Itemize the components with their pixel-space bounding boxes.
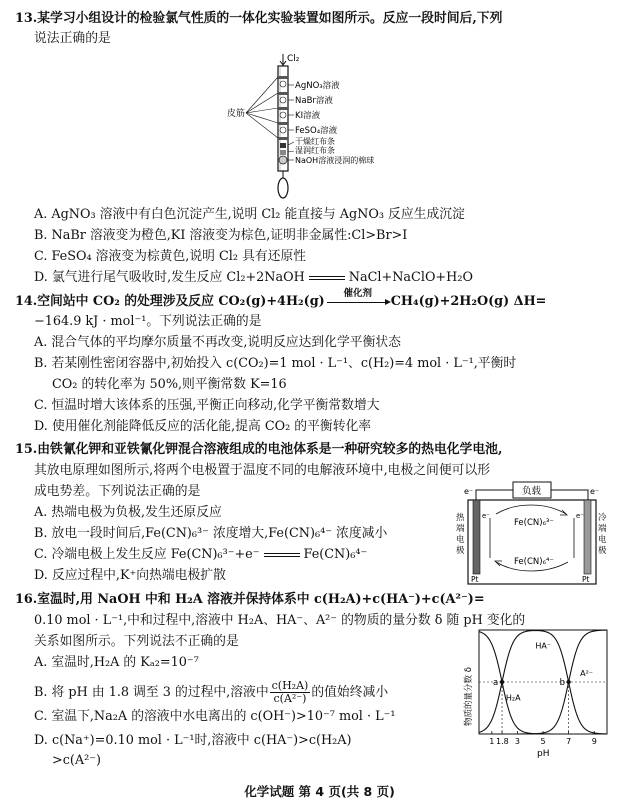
ferricyanide-label: Fe(CN)₆³⁻ bbox=[514, 518, 554, 528]
q14-option-d: D. 使用催化剂能降低反应的活化能,提高 CO₂ 的平衡转化率 bbox=[34, 419, 372, 434]
x-tick-label-0: 1 bbox=[489, 737, 495, 746]
q16-option-c: C. 室温下,Na₂A 的溶液中水电离出的 c(OH⁻)>10⁻⁷ mol · L⁻¹ bbox=[34, 709, 396, 724]
q16-distribution-chart bbox=[447, 626, 617, 761]
svg-text:端: 端 bbox=[456, 524, 465, 534]
q13-stem-line2: 说法正确的是 bbox=[34, 31, 111, 46]
q16-option-b-left: B. 将 pH 由 1.8 调至 3 的过程中,溶液中 bbox=[34, 685, 269, 700]
catalyst-label: 催化剂 bbox=[343, 287, 372, 299]
equals-sign bbox=[309, 276, 345, 280]
fraction-numerator: c(H₂A) bbox=[271, 679, 309, 692]
svg-text:电: 电 bbox=[598, 535, 607, 545]
q14-option-b-line2: CO₂ 的转化率为 50%,则平衡常数 K=16 bbox=[52, 377, 287, 392]
load-label: 负载 bbox=[522, 486, 542, 497]
q16-stem-line3: 关系如图所示。下列说法不正确的是 bbox=[34, 634, 239, 649]
q15-option-d: D. 反应过程中,K⁺向热端电极扩散 bbox=[34, 568, 226, 583]
q15-option-a: A. 热端电极为负极,发生还原反应 bbox=[34, 505, 222, 520]
q13-option-d-left: D. 氯气进行尾气吸收时,发生反应 Cl₂+2NaOH bbox=[34, 270, 305, 285]
pt-right-label: Pt bbox=[582, 575, 590, 584]
q14-option-c: C. 恒温时增大该体系的压强,平衡正向移动,化学平衡常数增大 bbox=[34, 398, 380, 413]
q16-option-a: A. 室温时,H₂A 的 Kₐ₂=10⁻⁷ bbox=[34, 655, 199, 670]
q14-stem-products: CH₄(g)+2H₂O(g) ΔH= bbox=[390, 294, 547, 309]
cold-electrode-label-1: 冷 bbox=[598, 513, 607, 523]
agno3-label: AgNO₃溶液 bbox=[295, 81, 340, 91]
q15-stem-line2: 其放电原理如图所示,将两个电极置于温度不同的电解液环境中,电极之间便可以形 bbox=[34, 463, 491, 478]
pt-left-label: Pt bbox=[471, 575, 479, 584]
q16-option-b bbox=[34, 680, 388, 705]
electron-right-label: e⁻ bbox=[590, 487, 600, 496]
q15-stem-line3: 成电势差。下列说法正确的是 bbox=[34, 484, 201, 499]
q13-option-d-right: NaCl+NaClO+H₂O bbox=[348, 270, 473, 285]
point-a bbox=[500, 680, 504, 684]
electron-left-label: e⁻ bbox=[464, 487, 474, 496]
hot-electrode-label-1: 热 bbox=[456, 513, 465, 523]
x-tick-label-2: 3 bbox=[514, 737, 520, 746]
svg-text:e⁻: e⁻ bbox=[576, 512, 585, 520]
q14-stem-line1 bbox=[15, 287, 547, 310]
svg-text:极: 极 bbox=[456, 546, 465, 556]
x-axis-label: pH bbox=[537, 749, 550, 759]
q15-option-c-right: Fe(CN)₆⁴⁻ bbox=[303, 547, 368, 562]
wet-cloth-label: 湿润红布条 bbox=[295, 146, 335, 155]
q13-option-b: B. NaBr 溶液变为橙色,KI 溶液变为棕色,证明非金属性:Cl>Br>I bbox=[34, 228, 408, 243]
q15-option-b: B. 放电一段时间后,Fe(CN)₆³⁻ 浓度增大,Fe(CN)₆⁴⁻ 浓度减小 bbox=[34, 526, 388, 541]
point-label-a: a bbox=[493, 678, 499, 688]
q16-option-d-line1: D. c(Na⁺)=0.10 mol · L⁻¹时,溶液中 c(HA⁻)>c(H₂A) bbox=[34, 733, 352, 748]
ferrocyanide-label: Fe(CN)₆⁴⁻ bbox=[514, 557, 554, 567]
q16-option-d-line2: >c(A²⁻) bbox=[52, 753, 102, 768]
feso4-label: FeSO₄溶液 bbox=[295, 126, 338, 136]
x-tick-label-1: 1.8 bbox=[496, 737, 509, 746]
q16-stem-line2: 0.10 mol · L⁻¹,中和过程中,溶液中 H₂A、HA⁻、A²⁻ 的物质的量分数 δ 随 pH 变化的 bbox=[34, 613, 526, 628]
point-b bbox=[566, 680, 570, 684]
q16-stem-line1: 16.室温时,用 NaOH 中和 H₂A 溶液并保持体系中 c(H₂A)+c(HA⁻)+c(A²⁻)= bbox=[15, 592, 485, 607]
series-label-1: HA⁻ bbox=[535, 641, 552, 651]
ratio-fraction bbox=[270, 680, 311, 705]
series-label-2: A²⁻ bbox=[580, 668, 594, 678]
q14-option-b-line1: B. 若某刚性密闭容器中,初始投入 c(CO₂)=1 mol · L⁻¹、c(H₂)=4 mol · L⁻¹,平衡时 bbox=[34, 356, 517, 371]
page-footer: 化学试题 第 4 页(共 8 页) bbox=[244, 784, 395, 799]
q13-option-a: A. AgNO₃ 溶液中有白色沉淀产生,说明 Cl₂ 能直接与 AgNO₃ 反应生成沉淀 bbox=[34, 207, 465, 222]
equals-sign bbox=[264, 553, 300, 557]
q13-option-d bbox=[34, 269, 473, 286]
catalyst-arrow bbox=[327, 287, 389, 309]
fraction-denominator: c(A²⁻) bbox=[273, 692, 307, 705]
cl2-inlet-label: Cl₂ bbox=[287, 54, 300, 64]
point-label-b: b bbox=[559, 678, 566, 688]
svg-text:极: 极 bbox=[598, 546, 607, 556]
rubber-band-label: 皮筋 bbox=[227, 109, 246, 119]
x-tick-label-4: 7 bbox=[566, 737, 572, 746]
series-label-0: H₂A bbox=[505, 693, 521, 703]
q13-option-c: C. FeSO₄ 溶液变为棕黄色,说明 Cl₂ 具有还原性 bbox=[34, 249, 307, 264]
svg-text:e⁻: e⁻ bbox=[482, 512, 491, 520]
naoh-cotton-label: NaOH溶液浸润的棉球 bbox=[295, 156, 375, 165]
q14-stem-line2: −164.9 kJ · mol⁻¹。下列说法正确的是 bbox=[34, 314, 262, 329]
y-axis-label: 物质的量分数 δ bbox=[464, 667, 474, 726]
q15-option-c-left: C. 冷端电极上发生反应 Fe(CN)₆³⁻+e⁻ bbox=[34, 547, 260, 562]
q15-thermocell-figure bbox=[456, 478, 608, 588]
q13-stem-line1: 13.某学习小组设计的检验氯气性质的一体化实验装置如图所示。反应一段时间后,下列 bbox=[15, 11, 503, 26]
q15-option-c bbox=[34, 546, 367, 563]
svg-text:电: 电 bbox=[456, 535, 465, 545]
q13-apparatus-figure bbox=[225, 52, 375, 202]
dry-cloth-label: 干燥红布条 bbox=[295, 137, 335, 146]
x-tick-label-3: 5 bbox=[540, 737, 546, 746]
svg-text:端: 端 bbox=[598, 524, 607, 534]
ki-label: KI溶液 bbox=[295, 111, 321, 121]
x-tick-label-5: 9 bbox=[591, 737, 597, 746]
nabr-label: NaBr溶液 bbox=[295, 96, 333, 106]
q16-option-b-right: 的值始终减小 bbox=[311, 685, 389, 700]
q14-stem-reactants: 14.空间站中 CO₂ 的处理涉及反应 CO₂(g)+4H₂(g) bbox=[15, 294, 325, 309]
q15-stem-line1: 15.由铁氰化钾和亚铁氰化钾混合溶液组成的电池体系是一种研究较多的热电化学电池, bbox=[15, 442, 503, 457]
q14-option-a: A. 混合气体的平均摩尔质量不再改变,说明反应达到化学平衡状态 bbox=[34, 335, 401, 350]
